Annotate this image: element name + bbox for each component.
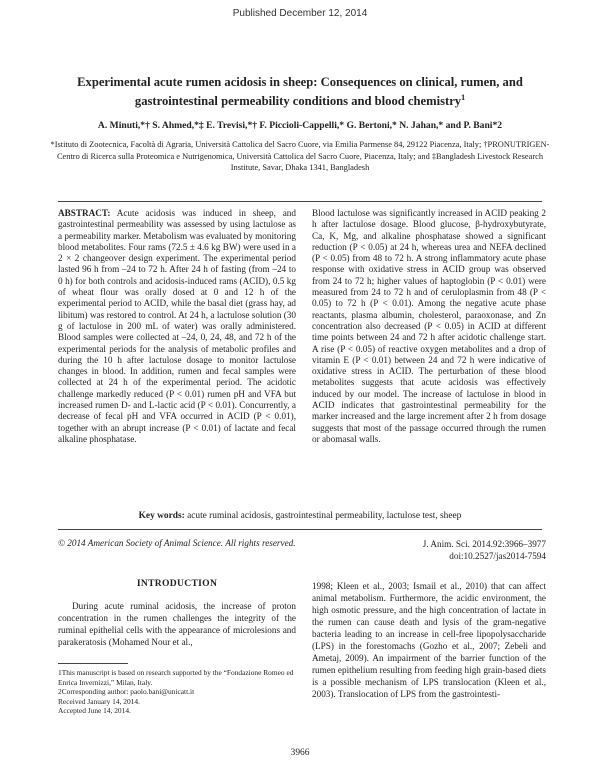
page-number: 3966 [290,748,310,758]
affiliations: *Istituto di Zootecnica, Facoltà di Agraria, Università Cattolica del Sacro Cuore, via Emilia Parmense 84, 29122 Piacenza, Italy; †PRONUTRIGEN- Centro di Ricerca sulla Proteomica e Nutrigenomica, Università Cattolica del Sacro Cuore, Piacenza, Italy; and ‡Bangladesh Livestock Research Institute, Savar, Dhaka 1341, Bangladesh [50,140,550,172]
abstract-label: ABSTRACT: [58,208,111,218]
footnote-corresponding: 2Corresponding author: paolo.bani@unicatt.it [58,687,195,697]
abstract-right-column: Blood lactulose was significantly increased in ACID peaking 2 h after lactulose dosage. Blood glucose, β-hydroxybutyrate, Ca, K, Mg, and alkaline phosphatase showed a significant reduction (P < 0.05) at 24 h, whereas urea and NEFA declined (P < 0.05) from 48 to 72 h. A strong inflammatory acute phase response with oxidative stress in ACID group was observed from 24 to 72 h; higher values of haptoglobin (P < 0.01) were measured from 24 to 72 h and of ceruloplasmin from 48 (P < 0.05) to 72 h (P < 0.01). Among the negative acute phase reactants, plasma albumin, cholesterol, paraoxonase, and Zn concentration also decreased (P < 0.05) in ACID at different time points between 24 and 72 h after acidotic challenge start. A rise (P < 0.05) of reactive oxygen metabolites and a drop of vitamin E (P < 0.01) between 24 and 72 h were indicative of oxidative stress in ACID. The perturbation of these blood metabolites suggests that acute acidosis was effectively induced by our model. The increase of lactulose in blood in ACID indicates that gastrointestinal permeability for the marker increased and the large increment after 2 h from dosage suggests that most of the passage occurred through the rumen or abomasal walls. [312,208,546,444]
keywords-text: acute ruminal acidosis, gastrointestinal permeability, lactulose test, sheep [187,511,462,521]
published-date: Published December 12, 2014 [232,8,368,19]
introduction-right-text: 1998; Kleen et al., 2003; Ismail et al., 2010) that can affect animal metabolism. Furthermore, the acidic environment, the high osmotic pressure, and the high concentration of lactate in the rumen can cause death and lysis of the gram-negative bacteria leading to an increase in cell-free lipopolysaccharide (LPS) in the forestomachs (Gozho et al., 2007; Zebeli and Ametaj, 2009). An impairment of the barrier function of the rumen epithelium resulting from feeding high grain-based diets is a possible mechanism of LPS translocation (Kleen et al., 2003). Translocation of LPS from the gastrointesti- [312,581,546,699]
abstract-top-rule [58,201,542,202]
paper-title [70,74,530,109]
abstract-left-text: Acute acidosis was induced in sheep, and gastrointestinal permeability was assessed by using lactulose as a permeability marker. Metabolism was evaluated by monitoring blood metabolites. Four rams (72.5 ± 4.6 kg BW) were used in a 2 × 2 changeover design experiment. The experimental period lasted 96 h from –24 to 72 h. After 24 h of fasting (from –24 to 0 h) for both controls and acidosis-induced rams (ACID), 0.5 kg of wheat flour was orally dosed at 0 and 12 h of the experimental period to ACID, while the basal diet (grass hay, ad libitum) was restored to control. At 24 h, a lactulose solution (30 g of lactulose in 200 mL of water) was orally administered. Blood samples were collected at –24, 0, 24, 48, and 72 h of the experimental periods for the analysis of metabolic profiles and during the 10 h after lactulose dosage to monitor lactulose changes in blood. In addition, rumen and fecal samples were collected at 24 h of the experimental period. The acidotic challenge markedly reduced (P < 0.01) rumen pH and VFA but increased rumen D- and L-lactic acid (P < 0.01). Concurrently, a decrease of fecal pH and VFA occurred in ACID (P < 0.01), together with an abrupt increase (P < 0.01) of lactate and fecal alkaline phosphatase. [58,208,296,444]
footnote-received: Received January 14, 2014. [58,696,140,706]
abstract-bottom-rule [58,529,542,530]
paper-title-text: Experimental acute rumen acidosis in sheep: Consequences on clinical, rumen, and gastrointestinal permeability conditions and blood chemistry [77,75,523,109]
footnote-funding: 1This manuscript is based on research supported by the “Fondazione Romeo ed Enrica Invernizzi,” Milan, Italy. [58,668,294,687]
title-footnote-mark: 1 [461,93,466,102]
introduction-heading: INTRODUCTION [136,578,218,589]
doi[interactable]: doi:10.2527/jas2014-7594 [449,551,546,561]
abstract-left-column [58,208,296,445]
author-list: A. Minuti,*† S. Ahmed,*‡ E. Trevisi,*† F. Piccioli-Cappelli,* G. Bertoni,* N. Jahan,* and P. Bani*2 [97,120,503,131]
copyright-notice: © 2014 American Society of Animal Science. All rights reserved. [58,538,296,548]
keywords-label: Key words: [138,511,185,521]
introduction-left-text: During acute ruminal acidosis, the increase of proton concentration in the rumen challenges the integrity of the ruminal epithelial cells with the appearance of microlesions and parakeratosis (Mohamed Nour et al., [58,601,296,647]
footnote-rule [58,663,128,664]
footnotes [58,668,296,716]
journal-citation: J. Anim. Sci. 2014.92:3966–3977 [422,539,546,549]
journal-reference [380,538,546,562]
keywords [58,511,542,521]
footnote-accepted: Accepted June 14, 2014. [58,706,131,716]
